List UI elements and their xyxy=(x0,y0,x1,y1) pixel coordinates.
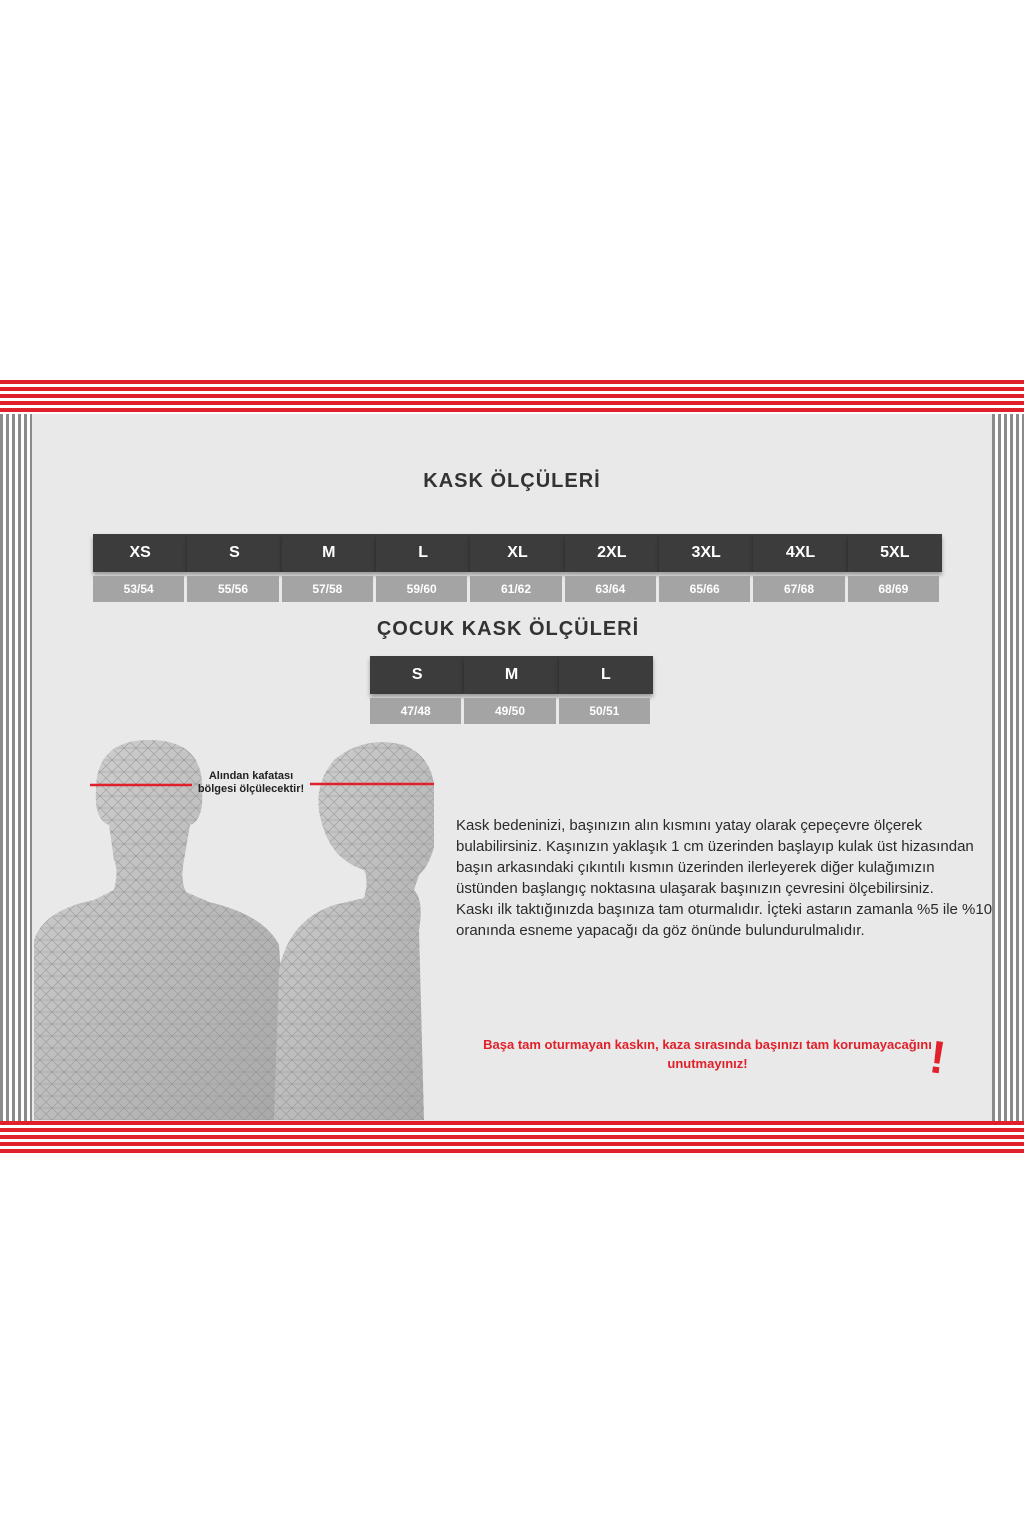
top-red-stripes xyxy=(0,380,1024,414)
child-size-measure: 49/50 xyxy=(464,698,555,724)
adult-size-measure: 65/66 xyxy=(659,576,750,602)
exclamation-icon: ! xyxy=(926,1030,949,1084)
child-size-title: ÇOCUK KASK ÖLÇÜLERİ xyxy=(376,618,640,640)
figure-note: Alından kafatası bölgesi ölçülecektir! xyxy=(197,770,305,795)
side-figure xyxy=(274,742,434,1120)
left-grey-stripes xyxy=(0,414,32,1121)
adult-size-header: 4XL xyxy=(753,534,847,572)
adult-size-measure: 68/69 xyxy=(848,576,939,602)
size-chart-poster xyxy=(0,380,1024,1155)
adult-size-measure: 57/58 xyxy=(282,576,373,602)
adult-size-measure: 63/64 xyxy=(565,576,656,602)
adult-size-header: 3XL xyxy=(659,534,753,572)
adult-size-measure: 55/56 xyxy=(187,576,278,602)
front-figure xyxy=(34,740,284,1120)
child-size-table xyxy=(370,656,653,724)
measurement-description xyxy=(456,815,996,941)
adult-size-header: 2XL xyxy=(565,534,659,572)
description-paragraph-2: Kaskı ilk taktığınızda başınıza tam oturmalıdır. İçteki astarın zamanla %5 ile %10 oranında esneme yapacağı da göz önünde bulundurulmalıdır. xyxy=(456,901,993,939)
right-grey-stripes xyxy=(992,414,1024,1121)
child-size-measure: 47/48 xyxy=(370,698,461,724)
child-size-header: L xyxy=(559,656,653,694)
adult-size-title: KASK ÖLÇÜLERİ xyxy=(423,470,601,492)
adult-size-measure: 67/68 xyxy=(753,576,844,602)
adult-size-header: XS xyxy=(93,534,187,572)
adult-size-header: 5XL xyxy=(848,534,942,572)
adult-size-header: M xyxy=(282,534,376,572)
adult-size-measure: 59/60 xyxy=(376,576,467,602)
adult-size-header: XL xyxy=(470,534,564,572)
adult-size-table xyxy=(93,534,942,602)
adult-size-header: S xyxy=(187,534,281,572)
child-size-measure: 50/51 xyxy=(559,698,650,724)
adult-size-header: L xyxy=(376,534,470,572)
adult-size-measure: 53/54 xyxy=(93,576,184,602)
bottom-red-stripes xyxy=(0,1121,1024,1155)
child-size-header: M xyxy=(464,656,558,694)
adult-size-measure: 61/62 xyxy=(470,576,561,602)
child-size-header: S xyxy=(370,656,464,694)
description-paragraph-1: Kask bedeninizi, başınızın alın kısmını yatay olarak çepeçevre ölçerek bulabilirsiniz. Kaşınızın yaklaşık 1 cm üzerinden başlayıp kulak üst hizasından başın arkasındaki çıkıntılı kısmın üzerinden ilerleyerek diğer kulağımızın üstünden başlangıç noktasına ulaşarak başınızın çevresini ölçebilirsiniz. xyxy=(456,817,974,897)
fit-warning: Başa tam oturmayan kaskın, kaza sırasında başınızı tam korumayacağını unutmayınız! xyxy=(483,1037,932,1071)
